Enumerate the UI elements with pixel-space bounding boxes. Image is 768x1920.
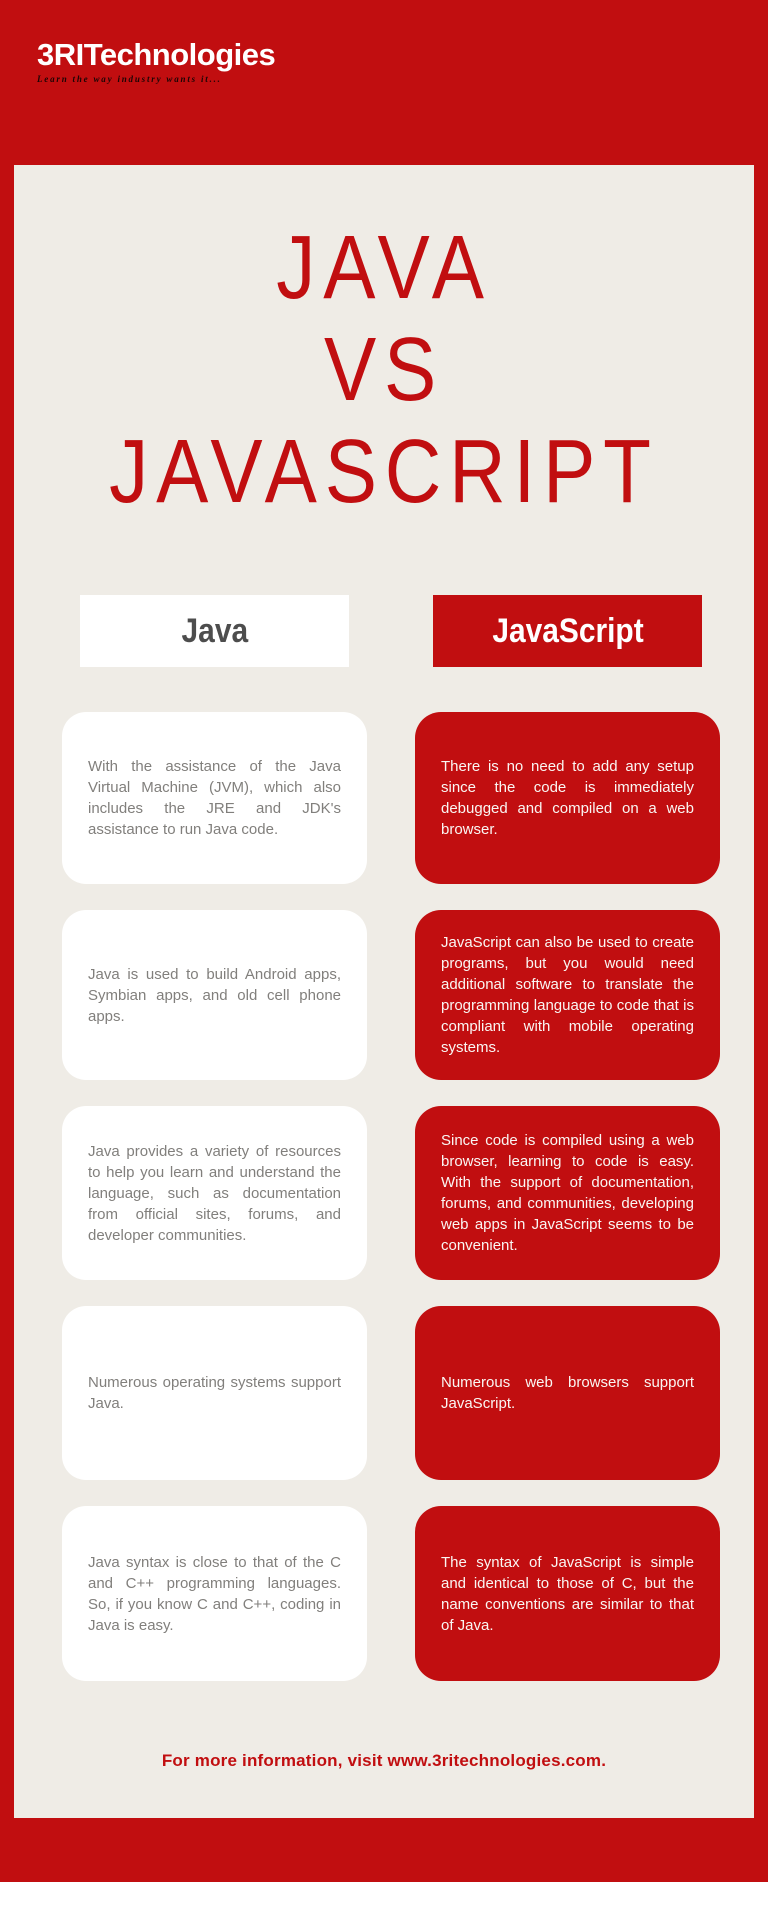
column-header-javascript-label: JavaScript (491, 611, 644, 650)
title-line-1: JAVA (276, 218, 492, 318)
column-headers (62, 595, 754, 667)
javascript-card-text: Since code is compiled using a web browser, learning to code is easy. With the support of documentation, forums, and communities, developing web apps in JavaScript seems to be convenient. (441, 1132, 694, 1254)
column-header-java-label: Java (181, 611, 248, 650)
java-card-text: Java is used to build Android apps, Symbian apps, and old cell phone apps. (88, 965, 341, 1025)
java-card (62, 1306, 367, 1480)
java-card-text: Numerous operating systems support Java. (88, 1374, 341, 1412)
java-card (62, 910, 367, 1080)
javascript-card-text: The syntax of JavaScript is simple and identical to those of C, but the name conventions are similar to that of Java. (441, 1553, 694, 1634)
title-line-3: JAVASCRIPT (109, 422, 659, 522)
javascript-card (415, 1106, 720, 1280)
brand-tagline: Learn the way industry wants it... (37, 74, 222, 84)
java-card (62, 1506, 367, 1681)
brand-header (0, 0, 768, 165)
javascript-card (415, 1306, 720, 1480)
javascript-card (415, 1506, 720, 1681)
javascript-card (415, 712, 720, 884)
footer-note: For more information, visit www.3ritechnologies.com. (161, 1751, 607, 1770)
column-header-javascript (433, 595, 702, 667)
javascript-card (415, 910, 720, 1080)
comparison-grid (62, 712, 754, 1681)
java-card-text: With the assistance of the Java Virtual Machine (JVM), which also includes the JRE and JDK's assistance to run Java code. (88, 758, 341, 838)
java-card (62, 1106, 367, 1280)
title-line-2: VS (323, 320, 445, 420)
java-card-text: Java syntax is close to that of the C and C++ programming languages. So, if you know C and C++, coding in Java is easy. (88, 1553, 341, 1634)
javascript-card-text: JavaScript can also be used to create programs, but you would need additional software to translate the programming language to code that is compliant with mobile operating systems. (441, 934, 694, 1056)
java-card (62, 712, 367, 884)
javascript-card-text: There is no need to add any setup since the code is immediately debugged and compiled on a web browser. (441, 758, 694, 838)
column-header-java (80, 595, 349, 667)
content-panel (14, 165, 754, 1818)
java-card-text: Java provides a variety of resources to help you learn and understand the language, such as documentation from official sites, forums, and developer communities. (88, 1142, 341, 1244)
brand-logo: 3RITechnologies (37, 37, 276, 72)
javascript-card-text: Numerous web browsers support JavaScript. (441, 1374, 694, 1412)
page-title (62, 217, 706, 523)
